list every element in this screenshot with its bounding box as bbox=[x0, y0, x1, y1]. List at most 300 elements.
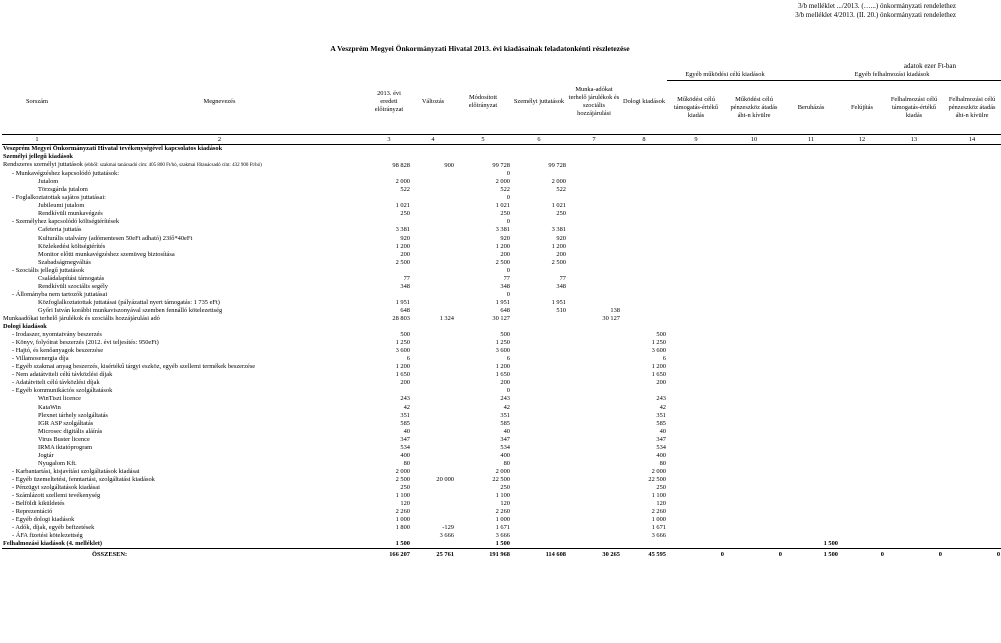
cell-value: 1 100 bbox=[395, 492, 410, 500]
cell-value bbox=[783, 145, 839, 154]
cell-value bbox=[839, 540, 885, 549]
cell-value bbox=[885, 315, 943, 323]
row-label bbox=[2, 315, 367, 323]
row-label bbox=[2, 444, 367, 452]
cell-value bbox=[839, 331, 885, 339]
cell-value bbox=[511, 452, 567, 460]
cell-value: 120 bbox=[400, 500, 410, 508]
cell-value bbox=[367, 267, 411, 275]
cell-value bbox=[725, 275, 783, 283]
cell-value bbox=[511, 194, 567, 202]
cell-value bbox=[839, 202, 885, 210]
cell-value bbox=[885, 371, 943, 379]
cell-value bbox=[783, 460, 839, 468]
cell-value bbox=[567, 194, 621, 202]
cell-value bbox=[783, 347, 839, 355]
cell-value: 30 127 bbox=[492, 314, 510, 322]
cell-value bbox=[885, 347, 943, 355]
cell-value bbox=[511, 339, 567, 347]
cell-value bbox=[411, 484, 455, 492]
cell-value: 0 bbox=[506, 290, 510, 298]
table-row bbox=[2, 283, 1001, 291]
cell-value: 77 bbox=[503, 274, 510, 282]
cell-value: 1 021 bbox=[395, 202, 410, 210]
cell-value bbox=[725, 452, 783, 460]
cell-value bbox=[783, 532, 839, 540]
cell-value bbox=[783, 339, 839, 347]
cell-value bbox=[725, 347, 783, 355]
cell-value bbox=[667, 363, 725, 371]
cell-value bbox=[839, 420, 885, 428]
row-label bbox=[2, 267, 367, 275]
cell-value bbox=[667, 331, 725, 339]
table-row bbox=[2, 235, 1001, 243]
table-row bbox=[2, 436, 1001, 444]
cell-value: 80 bbox=[503, 459, 510, 467]
cell-value bbox=[511, 218, 567, 226]
cell-value bbox=[667, 484, 725, 492]
cell-value bbox=[667, 436, 725, 444]
row-label bbox=[2, 363, 367, 371]
row-label-text: Családalapítási támogatás bbox=[38, 274, 105, 282]
cell-value bbox=[367, 145, 411, 154]
cell-value bbox=[839, 170, 885, 178]
cell-value bbox=[511, 355, 567, 363]
cell-value bbox=[943, 170, 1001, 178]
cell-value bbox=[367, 218, 411, 226]
cell-value bbox=[411, 379, 455, 387]
cell-value bbox=[725, 524, 783, 532]
cell-value bbox=[567, 508, 621, 516]
cell-value bbox=[567, 251, 621, 259]
cell-value: 250 bbox=[556, 210, 566, 218]
row-label-text: - Pénzügyi szolgáltatások kiadásai bbox=[12, 483, 100, 491]
cell-value bbox=[667, 243, 725, 251]
cell-value: 900 bbox=[444, 161, 454, 169]
cell-value bbox=[839, 516, 885, 524]
cell-value bbox=[567, 218, 621, 226]
cell-value bbox=[839, 235, 885, 243]
row-label-text: Felhalmozási kiadások (4. melléklet) bbox=[3, 540, 103, 548]
cell-value: 2 000 bbox=[551, 178, 566, 186]
table-row bbox=[2, 500, 1001, 508]
cell-value: 400 bbox=[500, 451, 510, 459]
cell-value bbox=[411, 339, 455, 347]
cell-value bbox=[725, 170, 783, 178]
cell-value: 250 bbox=[500, 210, 510, 218]
header-valtozas: Változás bbox=[411, 70, 455, 135]
cell-value bbox=[725, 404, 783, 412]
cell-value bbox=[725, 355, 783, 363]
table-row bbox=[2, 516, 1001, 524]
cell-value: 243 bbox=[400, 395, 410, 403]
cell-value bbox=[783, 379, 839, 387]
cell-value bbox=[943, 532, 1001, 540]
cell-value bbox=[367, 170, 411, 178]
total-value: 0 bbox=[885, 549, 943, 561]
cell-value bbox=[567, 331, 621, 339]
cell-value bbox=[839, 291, 885, 299]
top-note-1: 3/b melléklet .../2013. (…...) önkormányzati rendelethez bbox=[798, 2, 956, 10]
cell-value: 1 951 bbox=[551, 298, 566, 306]
group-mukodesi: Egyéb működési célú kiadások bbox=[667, 70, 783, 81]
cell-value bbox=[411, 170, 455, 178]
cell-value: 80 bbox=[403, 459, 410, 467]
cell-value bbox=[943, 428, 1001, 436]
cell-value bbox=[667, 283, 725, 291]
row-label bbox=[2, 516, 367, 524]
cell-value bbox=[885, 267, 943, 275]
total-value: 0 bbox=[839, 549, 885, 561]
cell-value: 522 bbox=[556, 186, 566, 194]
cell-value bbox=[511, 532, 567, 540]
cell-value bbox=[567, 395, 621, 403]
cell-value bbox=[455, 153, 511, 161]
cell-value bbox=[783, 194, 839, 202]
cell-value bbox=[725, 363, 783, 371]
row-label bbox=[2, 259, 367, 267]
row-label-text: - Egyéb üzemeltetési, fenntartási, szolgáltatási kiadások bbox=[12, 475, 155, 483]
row-label-text: Közfoglalkoztatottak juttatásai (pályázattal nyert támogatás: 1 735 eFt) bbox=[38, 298, 220, 306]
table-row bbox=[2, 145, 1001, 154]
cell-value bbox=[511, 153, 567, 161]
cell-value: 3 600 bbox=[395, 347, 410, 355]
total-value: 166 207 bbox=[367, 549, 411, 561]
cell-value bbox=[411, 516, 455, 524]
cell-value bbox=[411, 460, 455, 468]
cell-value: 1 650 bbox=[651, 371, 666, 379]
cell-value: 200 bbox=[500, 379, 510, 387]
table-row bbox=[2, 404, 1001, 412]
cell-value: 2 260 bbox=[651, 508, 666, 516]
cell-value: 98 828 bbox=[392, 161, 410, 169]
cell-value bbox=[783, 355, 839, 363]
row-label-text: - Egyéb kommunikációs szolgáltatások bbox=[12, 387, 113, 395]
cell-value bbox=[783, 283, 839, 291]
cell-value bbox=[725, 251, 783, 259]
cell-value bbox=[725, 259, 783, 267]
row-label-text: Személyi jellegű kiadások bbox=[3, 153, 73, 161]
cell-value bbox=[943, 484, 1001, 492]
cell-value bbox=[839, 500, 885, 508]
cell-value bbox=[943, 186, 1001, 194]
cell-value bbox=[621, 267, 667, 275]
cell-value bbox=[411, 283, 455, 291]
cell-value bbox=[567, 355, 621, 363]
cell-value bbox=[567, 299, 621, 307]
cell-value bbox=[511, 404, 567, 412]
cell-value bbox=[943, 516, 1001, 524]
cell-value bbox=[725, 186, 783, 194]
cell-value bbox=[783, 178, 839, 186]
cell-value: 200 bbox=[556, 250, 566, 258]
cell-value bbox=[667, 323, 725, 331]
table-row bbox=[2, 186, 1001, 194]
cell-value bbox=[839, 532, 885, 540]
row-label-text: Rendkívüli szociális segély bbox=[38, 282, 108, 290]
cell-value bbox=[725, 436, 783, 444]
row-label bbox=[2, 153, 367, 161]
cell-value bbox=[885, 412, 943, 420]
cell-value: 400 bbox=[656, 451, 666, 459]
cell-value bbox=[943, 178, 1001, 186]
cell-value bbox=[943, 339, 1001, 347]
cell-value bbox=[667, 307, 725, 315]
cell-value bbox=[943, 243, 1001, 251]
cell-value bbox=[839, 404, 885, 412]
cell-value bbox=[411, 444, 455, 452]
cell-value: 120 bbox=[656, 500, 666, 508]
cell-value: 243 bbox=[656, 395, 666, 403]
row-label-text: Rendkívüli munkavégzés bbox=[38, 210, 103, 218]
cell-value bbox=[885, 226, 943, 234]
cell-value: 1 951 bbox=[495, 298, 510, 306]
cell-value: 534 bbox=[400, 443, 410, 451]
cell-value bbox=[567, 436, 621, 444]
cell-value bbox=[667, 540, 725, 549]
cell-value bbox=[567, 275, 621, 283]
cell-value bbox=[511, 315, 567, 323]
cell-value bbox=[567, 452, 621, 460]
row-label bbox=[2, 532, 367, 540]
cell-value bbox=[943, 355, 1001, 363]
cell-value: 200 bbox=[500, 250, 510, 258]
cell-value bbox=[567, 226, 621, 234]
cell-value bbox=[783, 468, 839, 476]
cell-value bbox=[411, 210, 455, 218]
cell-value bbox=[667, 532, 725, 540]
cell-value bbox=[725, 323, 783, 331]
row-label bbox=[2, 323, 367, 331]
row-label-text: - Egyéb szakmai anyag beszerzés, kisértékű tárgyi eszköz, egyéb szellemi termékek beszerzése bbox=[12, 363, 256, 371]
cell-value bbox=[567, 186, 621, 194]
table-row bbox=[2, 460, 1001, 468]
row-label bbox=[2, 387, 367, 395]
table-row bbox=[2, 452, 1001, 460]
cell-value bbox=[511, 524, 567, 532]
header-mukodesi-tamogatas: Működési célú támogatás-értékű kiadás bbox=[673, 95, 718, 119]
table-row bbox=[2, 194, 1001, 202]
cell-value: 347 bbox=[500, 435, 510, 443]
total-value: 0 bbox=[725, 549, 783, 561]
cell-value bbox=[725, 299, 783, 307]
cell-value bbox=[567, 484, 621, 492]
cell-value: 1 671 bbox=[651, 524, 666, 532]
header-eredeti: 2013. évi eredeti előirányzat bbox=[367, 70, 411, 135]
cell-value bbox=[411, 218, 455, 226]
cell-value: 2 000 bbox=[395, 178, 410, 186]
column-number: 11 bbox=[783, 135, 839, 145]
column-number: 2 bbox=[72, 135, 367, 145]
cell-value bbox=[839, 267, 885, 275]
cell-value bbox=[783, 476, 839, 484]
cell-value bbox=[725, 331, 783, 339]
cell-value bbox=[621, 194, 667, 202]
cell-value bbox=[667, 339, 725, 347]
cell-value bbox=[885, 516, 943, 524]
cell-value bbox=[725, 194, 783, 202]
row-label bbox=[2, 291, 367, 299]
cell-value: 3 381 bbox=[395, 226, 410, 234]
cell-value bbox=[621, 283, 667, 291]
cell-value: 351 bbox=[400, 411, 410, 419]
row-label bbox=[2, 460, 367, 468]
row-label bbox=[2, 161, 367, 170]
cell-value bbox=[783, 226, 839, 234]
cell-value bbox=[839, 283, 885, 291]
cell-value: 1 200 bbox=[495, 242, 510, 250]
column-number: 8 bbox=[621, 135, 667, 145]
cell-value bbox=[667, 420, 725, 428]
cell-value bbox=[411, 243, 455, 251]
cell-value bbox=[667, 468, 725, 476]
cell-value bbox=[411, 412, 455, 420]
cell-value bbox=[885, 500, 943, 508]
cell-value: 3 600 bbox=[651, 347, 666, 355]
cell-value: 347 bbox=[400, 435, 410, 443]
cell-value: 1 951 bbox=[395, 298, 410, 306]
cell-value bbox=[667, 218, 725, 226]
cell-value bbox=[839, 387, 885, 395]
cell-value bbox=[885, 251, 943, 259]
cell-value bbox=[621, 251, 667, 259]
cell-value: 138 bbox=[610, 306, 620, 314]
cell-value bbox=[725, 210, 783, 218]
cell-value bbox=[667, 251, 725, 259]
cell-value bbox=[667, 452, 725, 460]
cell-value bbox=[725, 460, 783, 468]
cell-value bbox=[567, 371, 621, 379]
cell-value bbox=[621, 186, 667, 194]
cell-value: 534 bbox=[656, 443, 666, 451]
cell-value bbox=[885, 170, 943, 178]
cell-value bbox=[839, 299, 885, 307]
cell-value bbox=[885, 420, 943, 428]
cell-value: 0 bbox=[506, 218, 510, 226]
cell-value: 2 500 bbox=[551, 258, 566, 266]
column-number: 5 bbox=[455, 135, 511, 145]
cell-value bbox=[667, 202, 725, 210]
cell-value bbox=[839, 145, 885, 154]
column-number: 13 bbox=[885, 135, 943, 145]
cell-value bbox=[839, 524, 885, 532]
row-label-text: - Reprezentáció bbox=[12, 508, 53, 516]
row-label-text: Cafeteria juttatás bbox=[38, 226, 82, 234]
cell-value: 80 bbox=[659, 459, 666, 467]
table-row bbox=[2, 259, 1001, 267]
row-label-text: - Villamosenergia díja bbox=[12, 355, 69, 363]
cell-value bbox=[725, 444, 783, 452]
cell-value bbox=[943, 275, 1001, 283]
cell-value: 20 000 bbox=[436, 475, 454, 483]
row-label bbox=[2, 251, 367, 259]
cell-value bbox=[667, 186, 725, 194]
cell-value: 1 000 bbox=[495, 516, 510, 524]
row-label bbox=[2, 331, 367, 339]
table-row bbox=[2, 161, 1001, 170]
cell-value bbox=[511, 395, 567, 403]
cell-value bbox=[567, 460, 621, 468]
cell-value bbox=[667, 379, 725, 387]
cell-value bbox=[567, 492, 621, 500]
cell-value: 200 bbox=[400, 250, 410, 258]
row-label-text: IGR ASP szolgáltatás bbox=[38, 419, 94, 427]
cell-value bbox=[885, 194, 943, 202]
cell-value bbox=[839, 428, 885, 436]
cell-value bbox=[839, 218, 885, 226]
cell-value bbox=[511, 170, 567, 178]
table-row bbox=[2, 476, 1001, 484]
table-row bbox=[2, 299, 1001, 307]
cell-value bbox=[839, 484, 885, 492]
cell-value bbox=[725, 508, 783, 516]
cell-value bbox=[367, 291, 411, 299]
table-row bbox=[2, 178, 1001, 186]
cell-value bbox=[885, 299, 943, 307]
cell-value bbox=[621, 315, 667, 323]
cell-value: 243 bbox=[500, 395, 510, 403]
cell-value bbox=[367, 153, 411, 161]
cell-value bbox=[943, 371, 1001, 379]
cell-value: 1 000 bbox=[395, 516, 410, 524]
cell-value bbox=[943, 323, 1001, 331]
cell-value bbox=[567, 532, 621, 540]
cell-value bbox=[839, 153, 885, 161]
table-row bbox=[2, 508, 1001, 516]
unit-note: adatok ezer Ft-ban bbox=[903, 62, 956, 70]
cell-value: 500 bbox=[500, 331, 510, 339]
cell-value bbox=[783, 395, 839, 403]
cell-value bbox=[839, 452, 885, 460]
row-label-text: - Nem adatátviteli célú távközlési díjak bbox=[12, 371, 113, 379]
cell-value bbox=[725, 307, 783, 315]
cell-value bbox=[567, 323, 621, 331]
cell-value bbox=[725, 153, 783, 161]
cell-value bbox=[511, 387, 567, 395]
cell-value bbox=[411, 428, 455, 436]
cell-value bbox=[943, 379, 1001, 387]
cell-value: 522 bbox=[500, 186, 510, 194]
row-label-text: - Számlázott szellemi tevékenység bbox=[12, 492, 101, 500]
cell-value bbox=[725, 492, 783, 500]
cell-value bbox=[943, 476, 1001, 484]
cell-value bbox=[567, 210, 621, 218]
cell-value: 250 bbox=[656, 483, 666, 491]
cell-value bbox=[943, 452, 1001, 460]
cell-value bbox=[783, 452, 839, 460]
cell-value bbox=[411, 492, 455, 500]
cell-value: 534 bbox=[500, 443, 510, 451]
cell-value bbox=[943, 194, 1001, 202]
cell-value bbox=[621, 170, 667, 178]
row-label bbox=[2, 275, 367, 283]
cell-value bbox=[839, 275, 885, 283]
group-felhalmozasi: Egyéb felhalmozási kiadások bbox=[783, 70, 1001, 81]
cell-value bbox=[621, 153, 667, 161]
cell-value bbox=[667, 347, 725, 355]
cell-value bbox=[783, 235, 839, 243]
cell-value bbox=[783, 299, 839, 307]
cell-value bbox=[411, 186, 455, 194]
cell-value bbox=[885, 524, 943, 532]
cell-value bbox=[783, 412, 839, 420]
cell-value bbox=[511, 267, 567, 275]
cell-value bbox=[511, 379, 567, 387]
cell-value bbox=[367, 323, 411, 331]
cell-value bbox=[839, 476, 885, 484]
row-label bbox=[2, 355, 367, 363]
row-label bbox=[2, 379, 367, 387]
